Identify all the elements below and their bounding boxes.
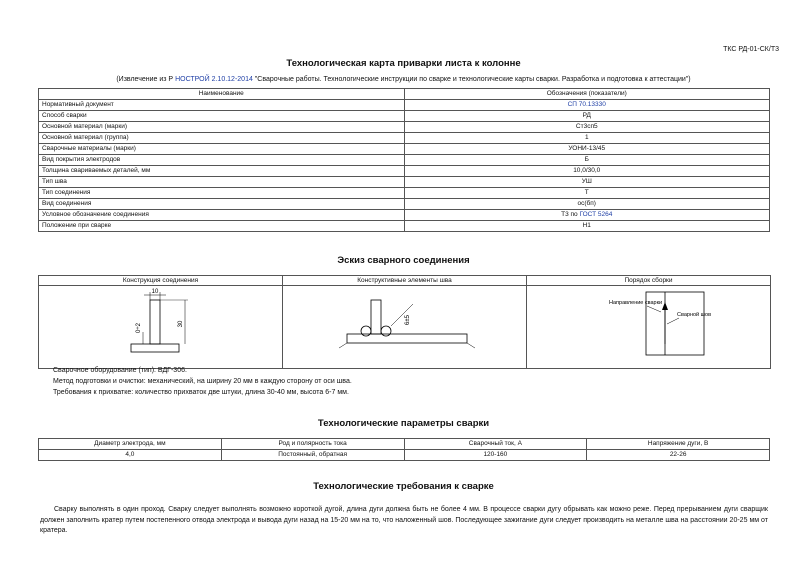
param-value: УОНИ-13/45 <box>404 144 770 155</box>
table-row <box>39 100 770 111</box>
prep-note: Метод подготовки и очистки: механический, на ширину 20 мм в каждую сторону от оси шва. <box>53 378 352 385</box>
param-value-gost[interactable]: Т3 по ГОСТ 5264 <box>404 210 770 221</box>
welding-current: 120-160 <box>404 450 587 461</box>
param-name: Способ сварки <box>39 111 405 122</box>
param-value: Н1 <box>404 221 770 232</box>
weld-dim-label: 6±5 <box>405 315 411 325</box>
table-row <box>39 155 770 166</box>
table-row <box>39 450 770 461</box>
table-row <box>39 144 770 155</box>
param-name: Нормативный документ <box>39 100 405 111</box>
dim-right-label: 30 <box>178 320 184 328</box>
base-plate <box>131 344 179 352</box>
equipment-note: Сварочное оборудование (тип): ВДГ-306. <box>53 367 187 374</box>
extract-prefix: (Извлечение из Р <box>116 76 176 83</box>
weld-bead-left <box>361 326 371 336</box>
sketch-header-row <box>39 276 771 286</box>
tack-note: Требования к прихватке: количество прихваток две штуки, длина 30-40 мм, высота 6-7 мм. <box>53 389 349 396</box>
weld-vertical-plate <box>371 300 381 334</box>
welding-header: Диаметр электрода, мм <box>39 439 222 450</box>
param-value: ос(бп) <box>404 199 770 210</box>
sketch-title: Эскиз сварного соединения <box>337 255 470 266</box>
param-name: Основной материал (марки) <box>39 122 405 133</box>
gost-link[interactable]: ГОСТ 5264 <box>579 211 613 218</box>
param-name: Положение при сварке <box>39 221 405 232</box>
param-value: УШ <box>404 177 770 188</box>
sketch-table <box>38 275 771 369</box>
construction-drawing-cell <box>39 286 283 369</box>
weld-seam-label: Сварной шов <box>677 312 712 318</box>
requirements-title: Технологические требования к сварке <box>313 481 494 492</box>
param-name: Тип шва <box>39 177 405 188</box>
sketch-drawings-row <box>39 286 771 369</box>
weld-base-plate <box>347 334 467 343</box>
param-name: Тип соединения <box>39 188 405 199</box>
param-value: Ст3сп5 <box>404 122 770 133</box>
elements-drawing-cell <box>283 286 527 369</box>
param-name: Толщина свариваемых деталей, мм <box>39 166 405 177</box>
param-value: 1 <box>404 133 770 144</box>
page-title: Технологическая карта приварки листа к колонне <box>286 58 521 69</box>
sketch-header-assembly: Порядок сборки <box>527 276 771 286</box>
requirements-text: Сварку выполнять в один проход. Сварку следует выполнять возможно короткой дугой, длина дуги должна быть не более 4 мм. В процессе сварки дугу обрывать как можно реже. Перед прерыванием дуги сварщик должен заполнить кратер путем постепенного отвода электрода и вывода дуги назад на 15-20 мм на то, что наложенный шов. Последующее зажигание дуги следует производить на металле шва на расстоянии 20-25 мм от кратера. <box>40 506 768 534</box>
assembly-order-drawing <box>527 286 770 366</box>
welding-header: Напряжение дуги, В <box>587 439 770 450</box>
param-name: Условное обозначение соединения <box>39 210 405 221</box>
electrode-diameter: 4,0 <box>39 450 222 461</box>
vertical-plate <box>150 300 160 344</box>
table-row <box>39 221 770 232</box>
table-row <box>39 166 770 177</box>
table-row <box>39 111 770 122</box>
weld-bead-right <box>381 326 391 336</box>
welding-header: Род и полярность тока <box>221 439 404 450</box>
param-name: Сварочные материалы (марки) <box>39 144 405 155</box>
extract-suffix: "Сварочные работы. Технологические инструкции по сварке и технологические карты сварки. Разработка и подготовка к аттестации") <box>252 76 691 83</box>
param-name: Основной материал (группа) <box>39 133 405 144</box>
welding-params-title: Технологические параметры сварки <box>317 418 490 429</box>
param-value-link[interactable]: СП 70.13330 <box>404 100 770 111</box>
extract-line <box>0 76 807 83</box>
param-value: Т <box>404 188 770 199</box>
table-row <box>39 177 770 188</box>
table-row <box>39 188 770 199</box>
doc-code: ТКС РД-01-СК/Т3 <box>723 46 779 53</box>
weld-elements-drawing <box>283 286 526 366</box>
sketch-header-elements: Конструктивные элементы шва <box>283 276 527 286</box>
assembly-drawing-cell <box>527 286 771 369</box>
params-header-row <box>39 89 770 100</box>
table-row <box>39 133 770 144</box>
table-row <box>39 122 770 133</box>
param-value: Б <box>404 155 770 166</box>
param-name: Вид покрытия электродов <box>39 155 405 166</box>
param-value: РД <box>404 111 770 122</box>
params-header-name: Наименование <box>39 89 405 100</box>
construction-drawing <box>39 286 282 366</box>
welding-params-header-row <box>39 439 770 450</box>
weld-direction-label: Направление сварки <box>609 300 663 306</box>
welding-header: Сварочный ток, А <box>404 439 587 450</box>
nostroy-link[interactable]: НОСТРОЙ 2.10.12-2014 <box>175 76 253 83</box>
table-row <box>39 199 770 210</box>
dim-top-label: 10 <box>151 289 159 295</box>
dim-left-label: 0÷2 <box>136 323 142 333</box>
param-value: 10,0/30,0 <box>404 166 770 177</box>
param-name: Вид соединения <box>39 199 405 210</box>
table-row <box>39 210 770 221</box>
weld-direction-arrow <box>662 302 668 310</box>
current-polarity: Постоянный, обратная <box>221 450 404 461</box>
welding-params-table <box>38 438 770 461</box>
params-table <box>38 88 770 232</box>
params-header-value: Обозначения (показатели) <box>404 89 770 100</box>
sketch-header-construction: Конструкция соединения <box>39 276 283 286</box>
arc-voltage: 22-26 <box>587 450 770 461</box>
